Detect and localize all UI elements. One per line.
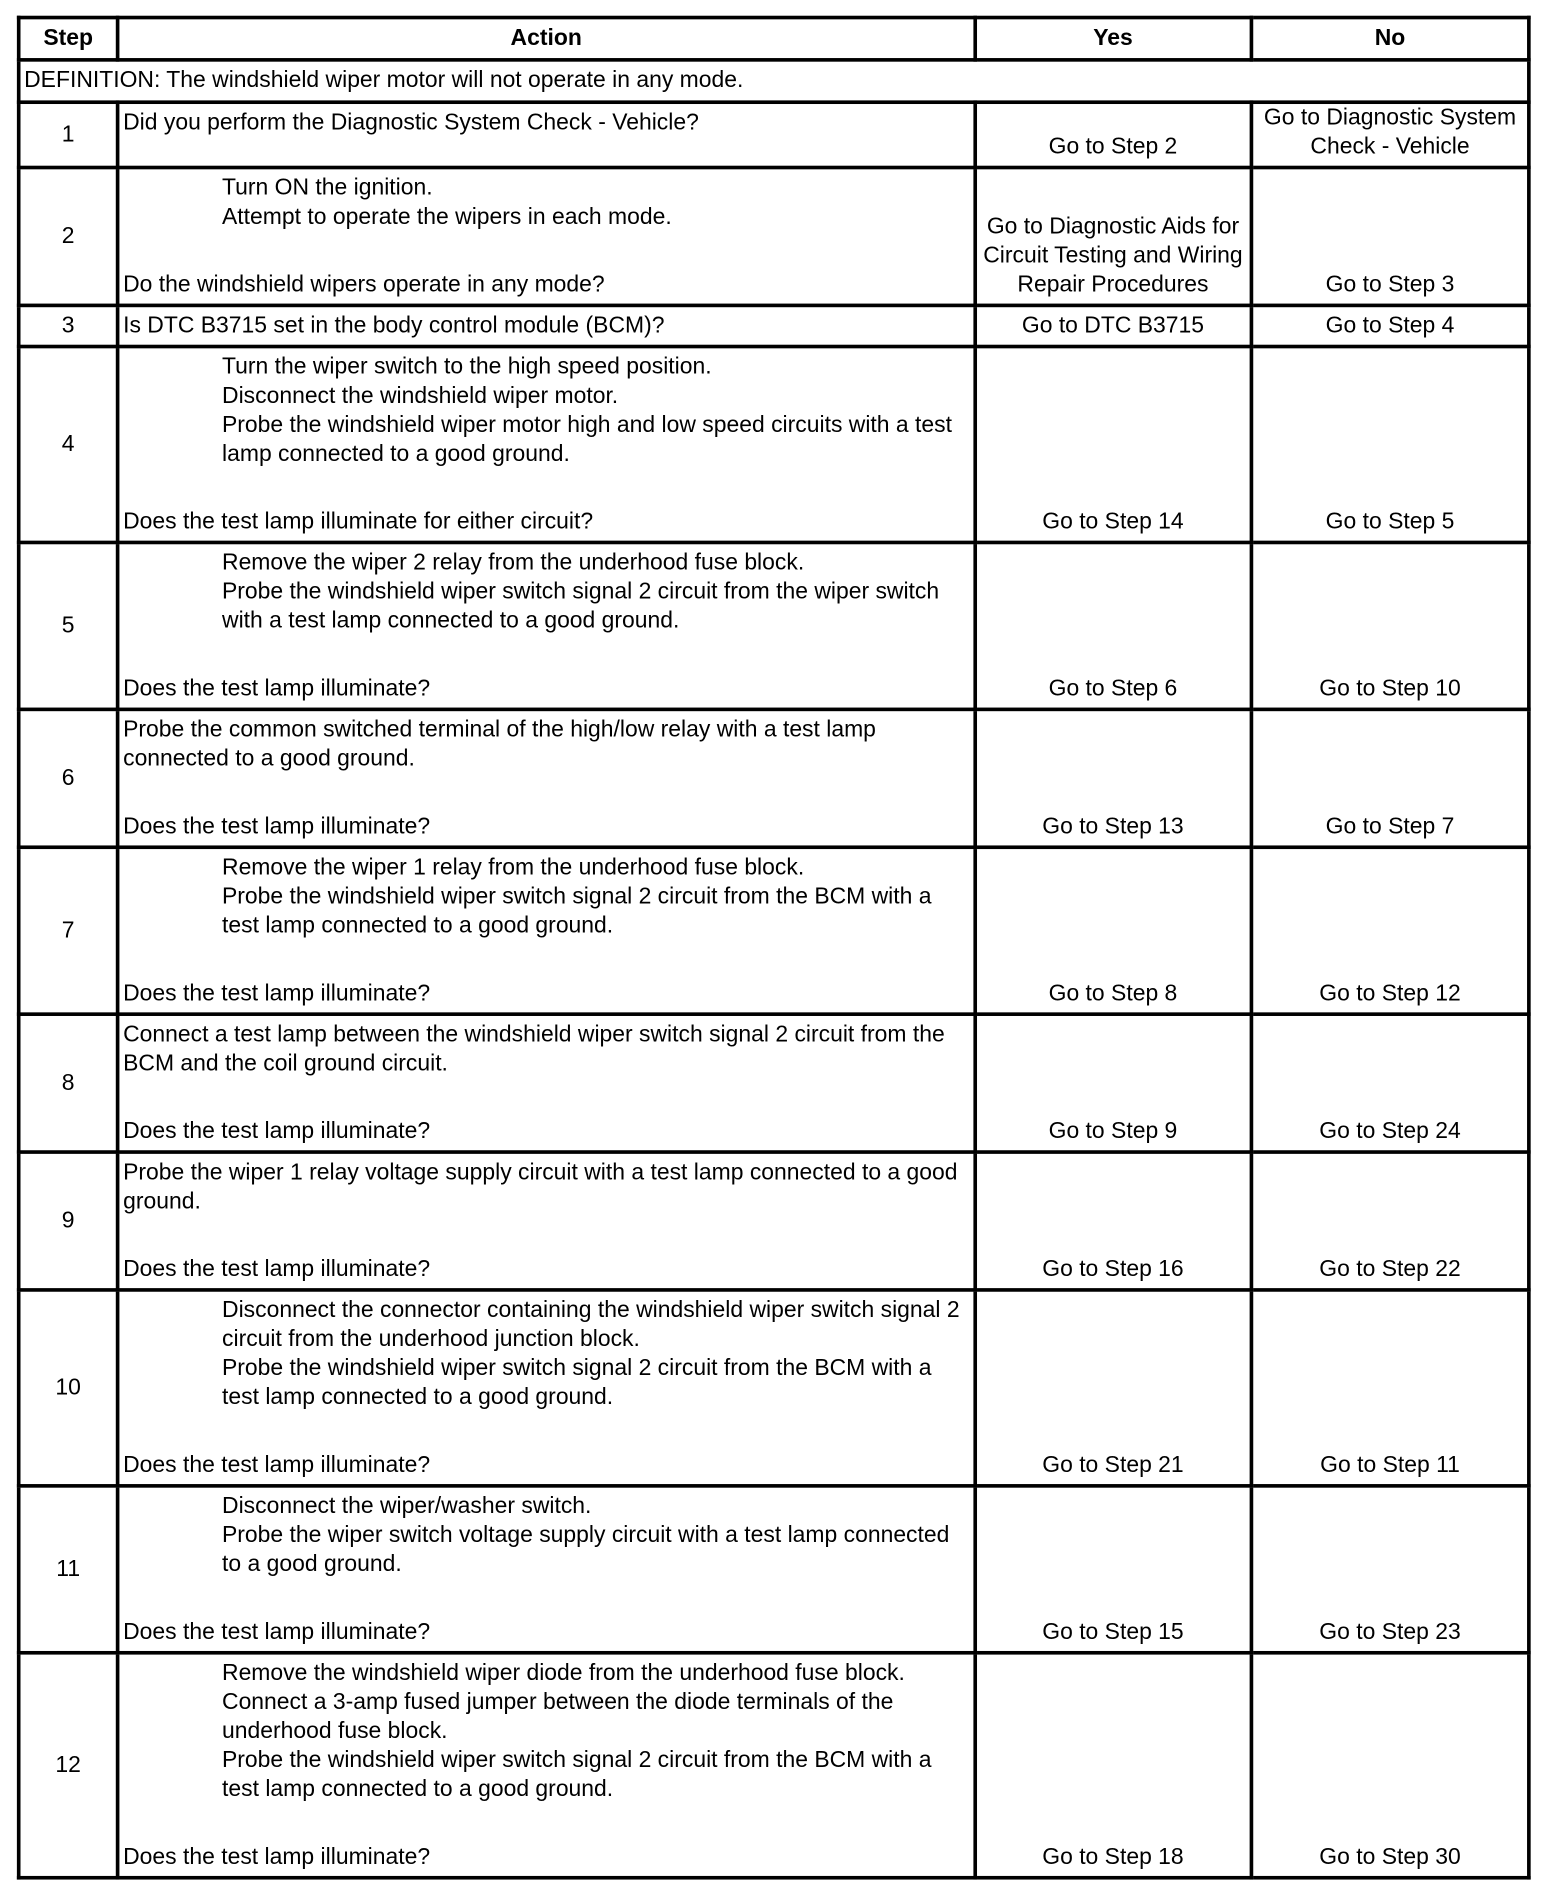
action-question: Does the test lamp illuminate? <box>123 980 431 1007</box>
step-number: 8 <box>19 1014 118 1152</box>
no-result: Go to Step 30 <box>1251 1653 1529 1878</box>
action-substep: Remove the wiper 1 relay from the underhood fuse block. <box>222 855 805 881</box>
table-row <box>19 847 1529 1014</box>
header-yes: Yes <box>975 18 1251 60</box>
header-no: No <box>1251 18 1529 60</box>
step-number: 12 <box>19 1653 118 1878</box>
action-cell <box>118 1014 975 1152</box>
action-substep: Remove the wiper 2 relay from the underhood fuse block. <box>222 550 805 576</box>
action-question: Is DTC B3715 set in the body control module (BCM)? <box>123 313 665 339</box>
yes-result: Go to Step 6 <box>975 542 1251 709</box>
yes-result: Go to Step 15 <box>975 1486 1251 1653</box>
action-cell <box>118 1653 975 1878</box>
action-substep: Probe the wiper switch voltage supply circuit with a test lamp connected to a good ground. <box>222 1522 950 1578</box>
spacer <box>123 1580 969 1619</box>
no-result: Go to Step 4 <box>1251 305 1529 346</box>
step-number: 3 <box>19 305 118 346</box>
action-question: Does the test lamp illuminate? <box>123 676 431 702</box>
action-instruction: Connect a test lamp between the windshield wiper switch signal 2 circuit from the BCM and the coil ground circuit. <box>123 1022 945 1077</box>
table-row <box>19 1486 1529 1653</box>
table-row <box>19 305 1529 346</box>
table-row <box>19 1014 1529 1152</box>
action-substep: Attempt to operate the wipers in each mode. <box>222 204 672 230</box>
spacer <box>123 1805 969 1844</box>
table-row <box>19 168 1529 306</box>
yes-result: Go to Diagnostic Aids for Circuit Testing and Wiring Repair Procedures <box>975 168 1251 306</box>
action-substep: Remove the windshield wiper diode from the underhood fuse block. <box>222 1660 905 1687</box>
action-substep: Probe the windshield wiper switch signal 2 circuit from the BCM with a test lamp connected to a good ground. <box>222 1355 932 1411</box>
table-row <box>19 1152 1529 1290</box>
action-instruction: Probe the common switched terminal of the high/low relay with a test lamp connected to a good ground. <box>123 717 876 772</box>
action-cell <box>118 847 975 1014</box>
action-cell <box>118 709 975 847</box>
header-step: Step <box>19 18 118 60</box>
action-cell <box>118 1290 975 1486</box>
action-question: Do the windshield wipers operate in any mode? <box>123 272 605 298</box>
spacer <box>123 1217 969 1256</box>
action-substep: Disconnect the connector containing the windshield wiper switch signal 2 circuit from the underhood junction block. <box>222 1297 960 1353</box>
table-row <box>19 347 1529 543</box>
yes-result: Go to Step 2 <box>975 102 1251 167</box>
yes-result: Go to DTC B3715 <box>975 305 1251 346</box>
no-result: Go to Diagnostic System Check - Vehicle <box>1251 102 1529 167</box>
spacer <box>123 774 969 813</box>
no-result: Go to Step 22 <box>1251 1152 1529 1290</box>
no-result: Go to Step 24 <box>1251 1014 1529 1152</box>
table-row <box>19 1653 1529 1878</box>
spacer <box>123 941 969 980</box>
step-number: 10 <box>19 1290 118 1486</box>
table-row <box>19 709 1529 847</box>
action-substep: Disconnect the wiper/washer switch. <box>222 1493 592 1520</box>
no-result: Go to Step 12 <box>1251 847 1529 1014</box>
action-cell <box>118 347 975 543</box>
spacer <box>123 1413 969 1452</box>
yes-result: Go to Step 8 <box>975 847 1251 1014</box>
step-number: 11 <box>19 1486 118 1653</box>
table-row <box>19 102 1529 167</box>
yes-result: Go to Step 13 <box>975 709 1251 847</box>
definition-row <box>19 60 1529 102</box>
yes-result: Go to Step 21 <box>975 1290 1251 1486</box>
action-cell <box>118 1486 975 1653</box>
no-result: Go to Step 23 <box>1251 1486 1529 1653</box>
action-question: Does the test lamp illuminate? <box>123 1844 431 1870</box>
definition-text: DEFINITION: The windshield wiper motor will not operate in any mode. <box>19 60 1529 102</box>
yes-result: Go to Step 18 <box>975 1653 1251 1878</box>
step-number: 5 <box>19 542 118 709</box>
no-result: Go to Step 11 <box>1251 1290 1529 1486</box>
step-number: 7 <box>19 847 118 1014</box>
table-row <box>19 542 1529 709</box>
action-cell <box>118 102 975 167</box>
action-question: Does the test lamp illuminate? <box>123 813 431 840</box>
spacer <box>123 1079 969 1118</box>
action-question: Did you perform the Diagnostic System Check - Vehicle? <box>123 110 699 136</box>
step-number: 4 <box>19 347 118 543</box>
diagnostic-table <box>17 16 1531 1880</box>
step-number: 9 <box>19 1152 118 1290</box>
action-substep: Connect a 3-amp fused jumper between the diode terminals of the underhood fuse block. <box>222 1689 894 1745</box>
header-row <box>19 18 1529 60</box>
no-result: Go to Step 7 <box>1251 709 1529 847</box>
action-substep: Probe the windshield wiper switch signal 2 circuit from the wiper switch with a test lamp connected to a good ground. <box>222 579 940 634</box>
action-cell <box>118 542 975 709</box>
step-number: 1 <box>19 102 118 167</box>
action-substep: Disconnect the windshield wiper motor. <box>222 383 619 409</box>
spacer <box>123 232 969 271</box>
action-question: Does the test lamp illuminate for either circuit? <box>123 509 594 535</box>
action-question: Does the test lamp illuminate? <box>123 1452 431 1479</box>
no-result: Go to Step 10 <box>1251 542 1529 709</box>
action-substep: Probe the windshield wiper motor high and low speed circuits with a test lamp connected to a good ground. <box>222 412 952 467</box>
action-instruction: Probe the wiper 1 relay voltage supply circuit with a test lamp connected to a good ground. <box>123 1159 958 1215</box>
yes-result: Go to Step 9 <box>975 1014 1251 1152</box>
step-number: 6 <box>19 709 118 847</box>
header-action: Action <box>118 18 975 60</box>
action-substep: Probe the windshield wiper switch signal 2 circuit from the BCM with a test lamp connected to a good ground. <box>222 884 932 939</box>
action-question: Does the test lamp illuminate? <box>123 1256 431 1283</box>
no-result: Go to Step 3 <box>1251 168 1529 306</box>
action-cell <box>118 168 975 306</box>
spacer <box>123 469 969 508</box>
step-number: 2 <box>19 168 118 306</box>
action-cell <box>118 305 975 346</box>
spacer <box>123 636 969 675</box>
no-result: Go to Step 5 <box>1251 347 1529 543</box>
table-row <box>19 1290 1529 1486</box>
yes-result: Go to Step 16 <box>975 1152 1251 1290</box>
action-question: Does the test lamp illuminate? <box>123 1118 431 1145</box>
yes-result: Go to Step 14 <box>975 347 1251 543</box>
action-question: Does the test lamp illuminate? <box>123 1619 431 1645</box>
action-substep: Turn ON the ignition. <box>222 175 433 201</box>
action-cell <box>118 1152 975 1290</box>
action-substep: Probe the windshield wiper switch signal 2 circuit from the BCM with a test lamp connected to a good ground. <box>222 1747 932 1803</box>
action-substep: Turn the wiper switch to the high speed position. <box>222 354 712 380</box>
